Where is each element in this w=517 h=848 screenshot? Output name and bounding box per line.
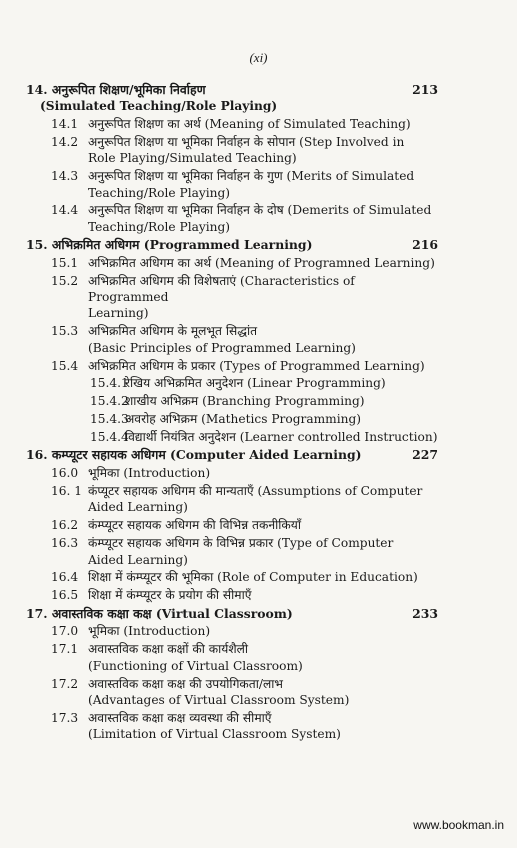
item-text-line: कंप्यूटर सहायक अधिगम की मान्यताएँ (Assumptions of Computer xyxy=(88,484,423,499)
chapter-heading xyxy=(26,237,438,253)
chapter-heading xyxy=(26,606,438,622)
toc-subitem xyxy=(26,411,438,427)
item-text-line: अवास्तविक कक्षा कक्ष व्यवस्था की सीमाएँ xyxy=(88,710,272,725)
item-text-line: अभिक्रमित अधिगम की विशेषताएं (Characteristics of Programmed xyxy=(88,273,355,305)
item-text-line: शिक्षा में कंम्प्यूटर की भूमिका (Role of Computer in Education) xyxy=(88,570,418,585)
item-number: 17.3 xyxy=(51,710,79,725)
item-text-line: कंम्प्यूटर सहायक अधिगम के विभिन्न प्रकार (Type of Computer xyxy=(88,536,394,551)
item-number: 17.1 xyxy=(51,642,79,657)
item-number: 15.3 xyxy=(51,324,79,339)
item-text-line: अनुरूपित शिक्षण या भूमिका निर्वाहन के दोष (Demerits of Simulated xyxy=(88,203,432,218)
chapter-title: 16. कम्प्यूटर सहायक अधिगम (Computer Aided Learning) xyxy=(26,447,362,463)
item-text-line: Role Playing/Simulated Teaching) xyxy=(88,151,297,166)
toc-item xyxy=(26,623,438,639)
item-text-line: अभिक्रमित अधिगम का अर्थ (Meaning of Programned Learning) xyxy=(88,255,435,270)
toc-item xyxy=(26,273,438,322)
item-text-line: (Basic Principles of Programmed Learning) xyxy=(88,340,356,355)
item-text-line: विद्यार्थी नियंत्रित अनुदेशन (Learner controlled Instruction) xyxy=(125,430,438,445)
toc-item xyxy=(26,569,438,585)
chapter-title: 17. अवास्तविक कक्षा कक्ष (Virtual Classroom) xyxy=(26,605,293,621)
item-text-line: शाखीय अभिक्रम (Branching Programming) xyxy=(125,394,365,409)
toc-item xyxy=(26,465,438,481)
toc-item xyxy=(26,517,438,533)
toc-item xyxy=(26,483,438,516)
item-text-line: (Limitation of Virtual Classroom System) xyxy=(88,727,341,742)
item-number: 15.4.1 xyxy=(90,376,129,391)
item-text-line: कंम्प्यूटर सहायक अधिगम की विभिन्न तकनीकियाँ xyxy=(88,518,301,533)
table-of-contents xyxy=(26,82,438,742)
chapter-heading xyxy=(26,82,438,98)
chapter-subtitle: (Simulated Teaching/Role Playing) xyxy=(40,99,278,114)
item-text-line: अभिक्रमित अधिगम के मूलभूत सिद्धांत xyxy=(88,324,258,339)
item-number: 14.3 xyxy=(51,169,79,184)
toc-item xyxy=(26,535,438,568)
item-number: 14.1 xyxy=(51,117,79,132)
item-number: 17.0 xyxy=(51,624,79,639)
chapter-page-number: 216 xyxy=(412,237,438,253)
page-number: (xi) xyxy=(249,50,268,65)
item-number: 14.2 xyxy=(51,135,79,150)
item-number: 15.4.3 xyxy=(90,412,129,427)
item-number: 17.2 xyxy=(51,676,79,691)
item-number: 16.5 xyxy=(51,588,79,603)
item-text-line: भूमिका (Introduction) xyxy=(88,466,211,481)
item-text-line: Aided Learning) xyxy=(88,500,188,515)
item-text-line: Learning) xyxy=(88,306,149,321)
toc-item xyxy=(26,134,438,167)
toc-subitem xyxy=(26,375,438,391)
item-text-line: अनुरूपित शिक्षण या भूमिका निर्वाहन के सोपान (Step Involved in xyxy=(88,135,405,150)
toc-item xyxy=(26,323,438,356)
item-text-line: Teaching/Role Playing) xyxy=(88,185,231,200)
item-text-line: (Advantages of Virtual Classroom System) xyxy=(88,692,350,707)
item-text-line: अवास्तविक कक्षा कक्ष की उपयोगिकता/लाभ xyxy=(88,676,283,691)
item-text-line: अनुरूपित शिक्षण या भूमिका निर्वाहन के गुण (Merits of Simulated xyxy=(88,169,415,184)
chapter-page-number: 227 xyxy=(412,447,438,463)
chapter-title: 14. अनुरूपित शिक्षण/भूमिका निर्वाहण xyxy=(26,82,206,97)
item-number: 15.4.4 xyxy=(90,430,129,445)
toc-item xyxy=(26,710,438,743)
item-number: 15.4 xyxy=(51,358,79,373)
item-number: 15.1 xyxy=(51,255,79,270)
item-number: 14.4 xyxy=(51,203,79,218)
item-number: 15.2 xyxy=(51,273,79,288)
toc-item xyxy=(26,676,438,709)
chapter-title: 15. अभिक्रमित अधिगम (Programmed Learning) xyxy=(26,237,313,253)
chapter-page-number: 213 xyxy=(412,82,438,97)
item-number: 16.0 xyxy=(51,466,79,481)
footer-url: www.bookman.in xyxy=(413,818,504,832)
toc-item xyxy=(26,116,438,132)
chapter-page-number: 233 xyxy=(412,605,438,621)
item-number: 16.3 xyxy=(51,536,79,551)
toc-subitem xyxy=(26,393,438,409)
item-text-line: शिक्षा में कंम्प्यूटर के प्रयोग की सीमाएँ xyxy=(88,588,252,603)
item-number: 16.2 xyxy=(51,518,79,533)
item-text-line: रेखिय अभिक्रमित अनुदेशन (Linear Programming) xyxy=(125,376,386,391)
toc-item xyxy=(26,168,438,201)
item-text-line: Aided Learning) xyxy=(88,552,188,567)
item-text-line: अभिक्रमित अधिगम के प्रकार (Types of Programmed Learning) xyxy=(88,358,425,373)
item-text-line: अनुरूपित शिक्षण का अर्थ (Meaning of Simulated Teaching) xyxy=(88,117,411,132)
toc-item xyxy=(26,255,438,271)
toc-item xyxy=(26,202,438,235)
item-number: 16.4 xyxy=(51,570,79,585)
item-number: 15.4.2 xyxy=(90,394,129,409)
toc-item xyxy=(26,641,438,674)
toc-item xyxy=(26,358,438,374)
item-number: 16. 1 xyxy=(51,484,83,499)
item-text-line: (Functioning of Virtual Classroom) xyxy=(88,658,303,673)
item-text-line: भूमिका (Introduction) xyxy=(88,624,211,639)
chapter-heading xyxy=(26,447,438,463)
item-text-line: अवरोह अभिक्रम (Mathetics Programming) xyxy=(125,412,362,427)
item-text-line: Teaching/Role Playing) xyxy=(88,219,231,234)
toc-subitem xyxy=(26,429,438,445)
toc-item xyxy=(26,587,438,603)
item-text-line: अवास्तविक कक्षा कक्षों की कार्यशैली xyxy=(88,642,249,657)
